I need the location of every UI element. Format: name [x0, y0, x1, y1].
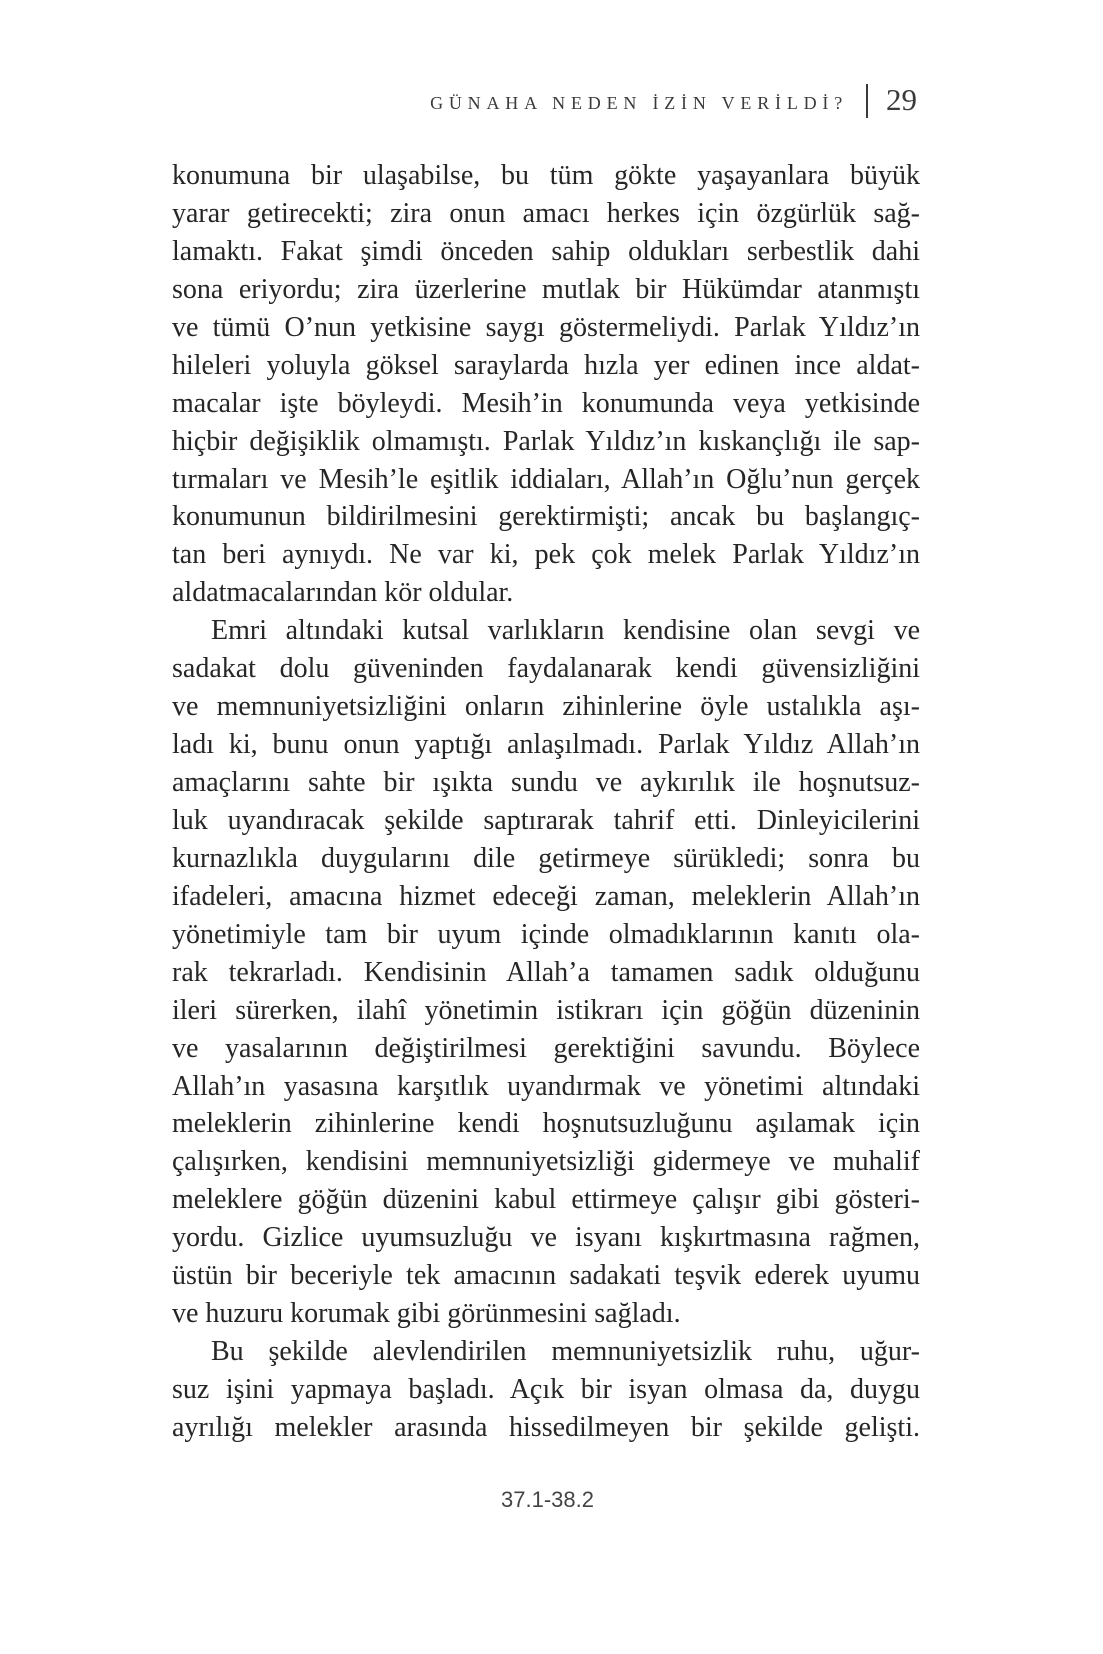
page-number: 29: [886, 82, 917, 117]
text-line: ladı ki, bunu onun yaptığı anlaşılmadı. Parlak Yıldız Allah’ın: [172, 729, 920, 761]
text-line: Emri altındaki kutsal varlıkların kendisine olan sevgi ve: [211, 615, 920, 647]
text-line: Bu şekilde alevlendirilen memnuniyetsizlik ruhu, uğur-: [211, 1336, 920, 1368]
text-line: kurnazlıkla duygularını dile getirmeye sürükledi; sonra bu: [172, 842, 920, 874]
text-line: ve huzuru korumak gibi görünmesini sağladı.: [172, 1298, 681, 1330]
paragraph: [172, 1333, 920, 1447]
text-line: ve yasalarının değiştirilmesi gerektiğini savundu. Böylece: [172, 1032, 920, 1064]
text-line: çalışırken, kendisini memnuniyetsizliği gidermeye ve muhalif: [172, 1146, 920, 1178]
header-divider: [866, 84, 868, 118]
text-line: Allah’ın yasasına karşıtlık uyandırmak ve yönetimi altındaki: [172, 1070, 920, 1102]
text-line: meleklere göğün düzenini kabul ettirmeye çalışır gibi gösteri-: [172, 1184, 920, 1216]
text-line: sadakat dolu güveninden faydalanarak kendi güvensizliğini: [172, 653, 920, 685]
text-line: hileleri yoluyla göksel saraylarda hızla yer edinen ince aldat-: [172, 349, 920, 381]
text-line: ve memnuniyetsizliğini onların zihinlerine öyle ustalıkla aşı-: [172, 691, 920, 723]
paragraph: [172, 612, 920, 1333]
text-line: hiçbir değişiklik olmamıştı. Parlak Yıldız’ın kıskançlığı ile sap-: [172, 425, 920, 457]
body-text: [172, 157, 920, 1447]
text-line: konumunun bildirilmesini gerektirmişti; ancak bu başlangıç-: [172, 501, 920, 533]
text-line: lamaktı. Fakat şimdi önceden sahip oldukları serbestlik dahi: [172, 235, 920, 267]
text-line: yönetimiyle tam bir uyum içinde olmadıklarının kanıtı ola-: [172, 918, 920, 950]
text-line: ileri sürerken, ilahî yönetimin istikrarı için göğün düzeninin: [172, 994, 920, 1026]
text-line: amaçlarını sahte bir ışıkta sundu ve aykırılık ile hoşnutsuz-: [172, 767, 920, 798]
text-line: üstün bir beceriyle tek amacının sadakati teşvik ederek uyumu: [172, 1260, 920, 1292]
text-line: ifadeleri, amacına hizmet edeceği zaman, meleklerin Allah’ın: [172, 880, 920, 912]
text-line: suz işini yapmaya başladı. Açık bir isyan olmasa da, duygu: [172, 1374, 920, 1405]
paragraph: [172, 157, 920, 612]
text-line: luk uyandıracak şekilde saptırarak tahrif etti. Dinleyicilerini: [172, 804, 920, 836]
text-line: konumuna bir ulaşabilse, bu tüm gökte yaşayanlara büyük: [172, 160, 920, 191]
text-line: tırmaları ve Mesih’le eşitlik iddiaları, Allah’ın Oğlu’nun gerçek: [172, 463, 920, 495]
text-line: ayrılığı melekler arasında hissedilmeyen bir şekilde gelişti.: [172, 1411, 920, 1443]
text-line: macalar işte böyleydi. Mesih’in konumunda veya yetkisinde: [172, 387, 920, 419]
text-line: yarar getirecekti; zira onun amacı herkes için özgürlük sağ-: [172, 197, 920, 229]
text-line: rak tekrarladı. Kendisinin Allah’a tamamen sadık olduğunu: [172, 956, 920, 988]
running-header-title: GÜNAHA NEDEN İZİN VERİLDİ?: [430, 93, 848, 113]
text-line: meleklerin zihinlerine kendi hoşnutsuzluğunu aşılamak için: [172, 1108, 920, 1140]
text-line: aldatmacalarından kör oldular.: [172, 577, 514, 609]
text-line: sona eriyordu; zira üzerlerine mutlak bir Hükümdar atanmıştı: [172, 273, 920, 305]
text-line: ve tümü O’nun yetkisine saygı göstermeliydi. Parlak Yıldız’ın: [172, 311, 920, 343]
text-line: tan beri aynıydı. Ne var ki, pek çok melek Parlak Yıldız’ın: [172, 539, 920, 571]
reference-note: 37.1-38.2: [501, 1487, 594, 1512]
text-line: yordu. Gizlice uyumsuzluğu ve isyanı kışkırtmasına rağmen,: [172, 1222, 920, 1254]
